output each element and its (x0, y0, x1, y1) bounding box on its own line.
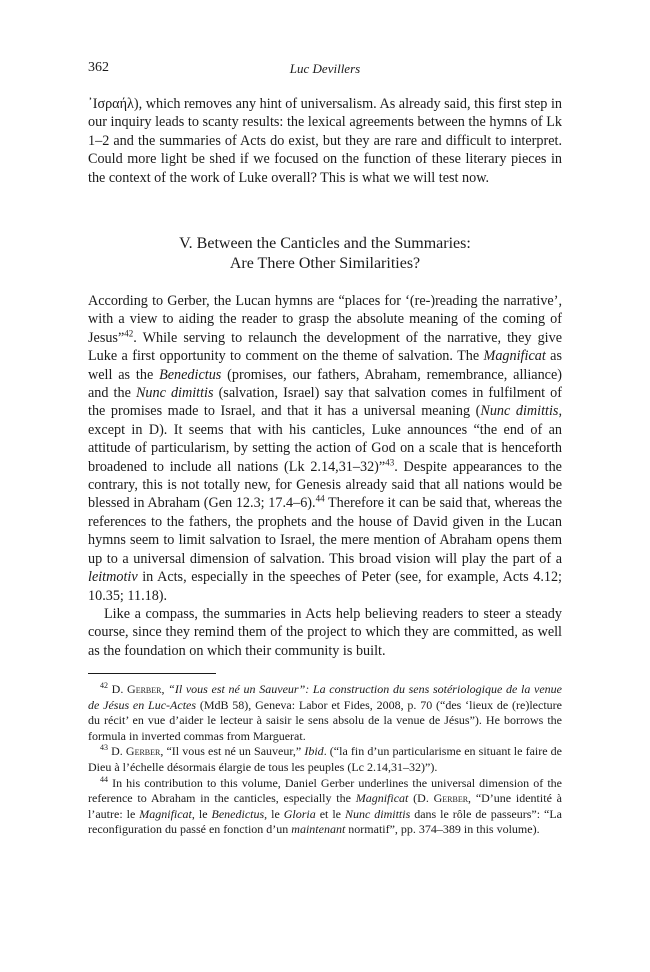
text-run: , “Il vous est né un Sauveur,” (160, 744, 305, 759)
paragraph-1 (88, 292, 562, 605)
running-head: Luc Devillers (289, 61, 361, 76)
footnote-number: 42 (100, 681, 108, 690)
text-run: . While serving to relaunch the development of the narrative, they give Luke a first opportunity to comment on the theme of salvation. The (88, 329, 562, 365)
paragraph: ᾿Ισραήλ), which removes any hint of universalism. As already said, this first step in our inquiry leads to scanty results: the lexical agreements between the hymns of Lk 1–2 and the summaries of Acts do exist, but they are rare and difficult to interpret. Could more light be shed if we focused on the function of these literary pieces in the context of the work of Luke overall? This is what we will test now. (88, 96, 562, 186)
section-heading-line-1: V. Between the Canticles and the Summaries: (179, 235, 471, 252)
footnote-ref-43[interactable]: 43 (385, 456, 395, 467)
italic-term: Magnificat (483, 348, 546, 365)
book-title: “Il vous est né un Sauveur”: La construction du sens sotériologique de la venue de Jésus en Luc-Actes (88, 682, 562, 712)
text-run: . Despite appearances to the contrary, this is not totally new, for Genesis already said that all nations would be blessed in Abraham (Gen 12.3; 17.4–6). (88, 458, 562, 512)
text-run: Therefore it can be said that, whereas the references to the fathers, the prophets and the house of David given in the Lucan hymns seem to limit salvation to Israel, the mere mention of Abraham opens them up to a universal dimension of salvation. This broad vision will play the part of a (88, 495, 562, 567)
text-run: normatif”, pp. 374–389 in this volume). (345, 822, 540, 837)
text-run: , le (264, 806, 284, 821)
italic-term: Gloria (283, 806, 316, 821)
text-run: (D. (408, 791, 434, 806)
italic-term: maintenant (291, 822, 346, 837)
italic-term: leitmotiv (88, 569, 138, 586)
footnote-43 (88, 744, 562, 775)
text-run: According to Gerber, the Lucan hymns are “places for ‘(re-)reading the narrative’, with a view to aiding the reader to grasp the absolute meaning of the coming of Jesus” (88, 293, 562, 346)
text-run: as well as the (88, 348, 562, 383)
footnote-ref-44[interactable]: 44 (315, 493, 325, 504)
text-run: et le (315, 806, 345, 821)
text-run: , le (191, 806, 212, 821)
text-run: (promises, our fathers, Abraham, remembrance, alliance) and the (88, 366, 562, 402)
paragraph-2: Like a compass, the summaries in Acts help believing readers to steer a steady course, since they remind them of the project to which they are committed, as well as the foundation on which their community is built. (88, 605, 562, 659)
text-run: (salvation, Israel) say that salvation comes in fulfilment of the promises made to Israel, and that it has a universal meaning ( (88, 385, 562, 420)
section-body (88, 292, 562, 660)
footnote-44 (88, 776, 562, 838)
ibid: Ibid (304, 744, 324, 759)
text-run: (MdB 58), Geneva: Labor et Fides, 2008, p. 70 (“des ‘lieux de (re)lecture du récit’ en vue d’aider le lecteur à saisir le sens absolu de la venue de Jésus”). He borrows the formula in inverted commas from Marguerat. (88, 697, 562, 743)
footnote-42 (88, 682, 562, 744)
text-run: D. (108, 682, 128, 696)
text-run: in Acts, especially in the speeches of Peter (see, for example, Acts 4.12; 10.35; 11.18). (88, 569, 562, 604)
footnotes (88, 682, 562, 838)
italic-term: Nunc dimittis (344, 806, 411, 821)
italic-term: Nunc dimittis (135, 385, 214, 402)
italic-term: Nunc dimittis (480, 403, 559, 420)
author-name: Gerber (127, 682, 162, 696)
text-run: , (161, 682, 169, 696)
page-number: 362 (88, 60, 109, 75)
text-run: . (“la fin d’un particularisme en situant le faire de Dieu à l’échelle désormais élargie de tous les peuples (Lc 2.14,31–32)”). (88, 744, 562, 774)
continued-paragraph (88, 95, 562, 187)
text-run: , except in D). It seems that with his canticles, Luke announces “the end of an attitude of particularism, by setting the action of God on a scale that is henceforth broadened to include all nations (Lk 2.14,31–32)” (88, 403, 562, 475)
italic-term: Benedictus (211, 806, 265, 821)
text-run: D. (108, 744, 126, 759)
italic-term: Benedictus (159, 366, 222, 383)
footnote-separator (88, 673, 216, 674)
footnote-ref-42[interactable]: 42 (124, 328, 134, 339)
text-run: In his contribution to this volume, Daniel Gerber underlines the universal dimension of the reference to Abraham in the canticles, especially the (88, 775, 562, 806)
footnote-number: 43 (100, 743, 108, 753)
footnote-number: 44 (100, 774, 108, 784)
author-name: Gerber (125, 744, 161, 759)
page-header (88, 60, 562, 80)
section-heading (88, 234, 562, 274)
section-heading-line-2: Are There Other Similarities? (229, 255, 421, 272)
italic-term: Magnificat (355, 791, 409, 806)
text-run: , “D’une identité à l’autre: le (88, 791, 562, 821)
text-run: dans le rôle de passeurs”: “La reconfiguration du passé en fonction d’un (88, 806, 562, 837)
author-name: Gerber (433, 791, 469, 806)
italic-term: Magnificat (139, 806, 192, 821)
